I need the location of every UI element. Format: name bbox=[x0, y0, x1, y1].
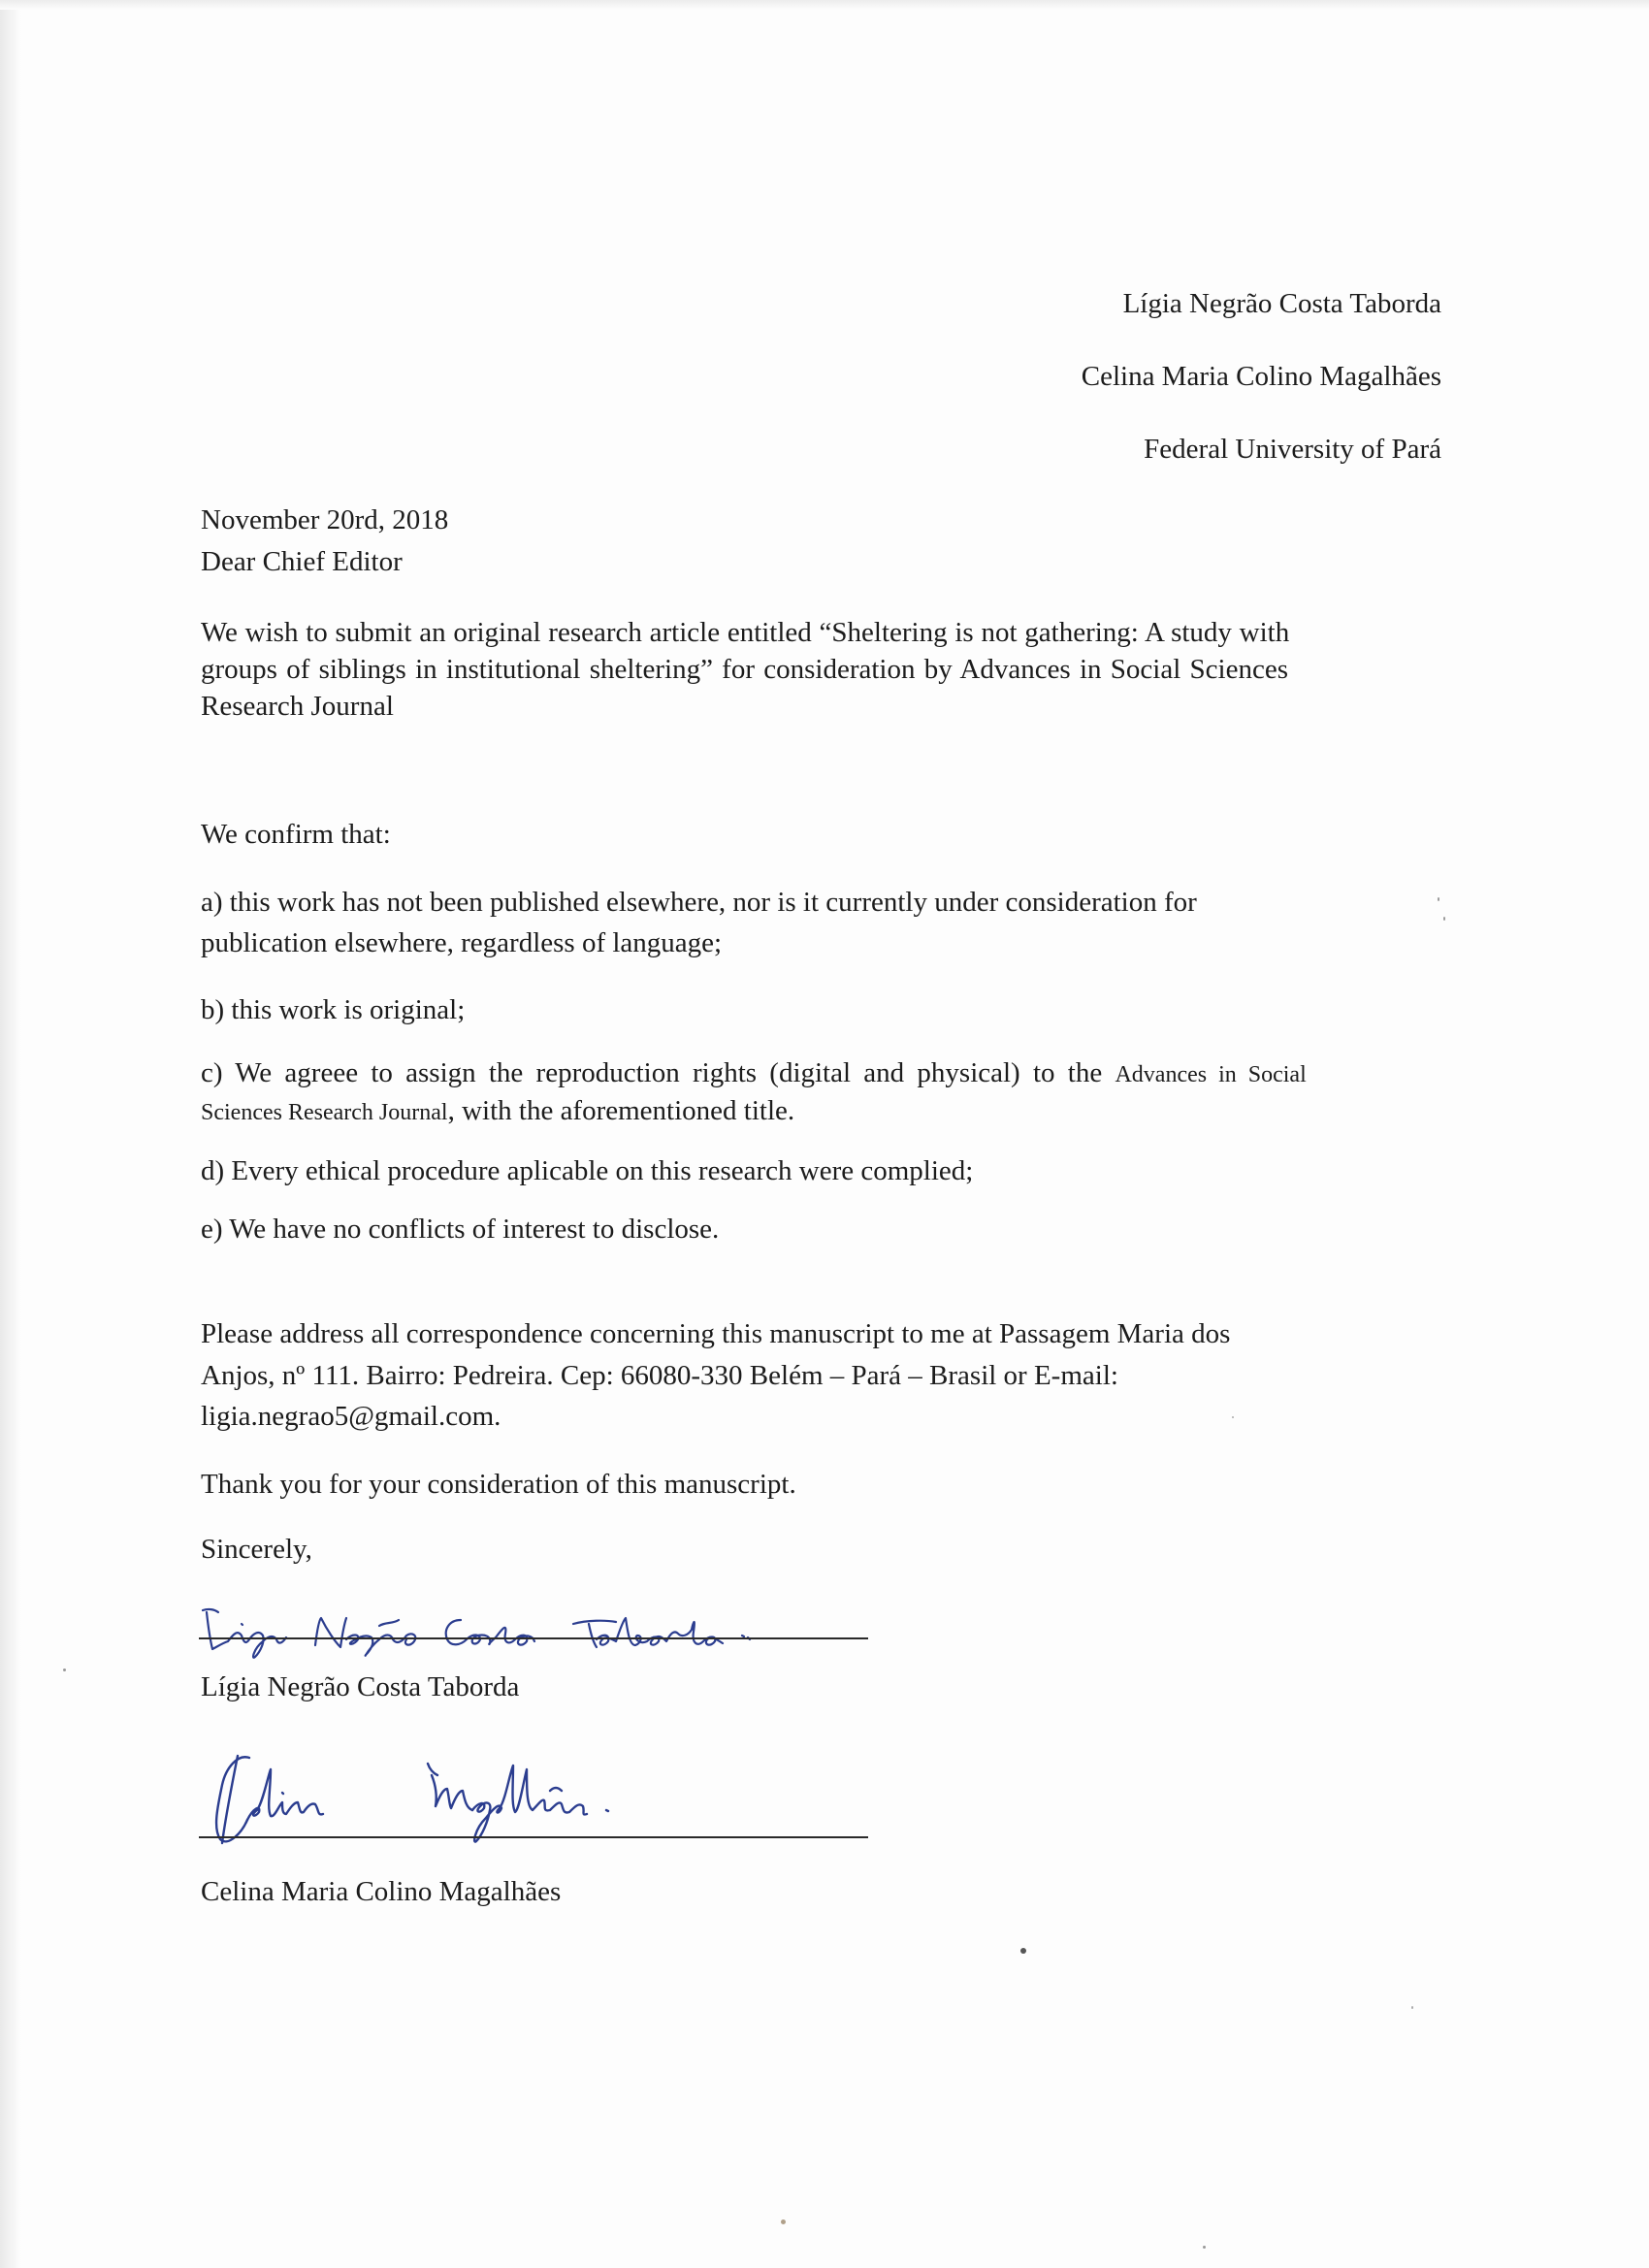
scan-speck bbox=[1020, 1948, 1026, 1954]
item-b: b) this work is original; bbox=[201, 994, 466, 1025]
item-a-line1: a) this work has not been published elsewhere, nor is it currently under consideration for bbox=[201, 887, 1197, 918]
thanks-line: Thank you for your consideration of this manuscript. bbox=[201, 1469, 796, 1500]
scan-speck bbox=[1411, 2006, 1413, 2009]
letter-date: November 20rd, 2018 bbox=[201, 504, 449, 535]
closing: Sincerely, bbox=[201, 1534, 312, 1565]
intro-line2: groups of siblings in institutional sheltering” for consideration by Advances in Social Sciences bbox=[201, 654, 1288, 685]
item-d: d) Every ethical procedure aplicable on this research were complied; bbox=[201, 1155, 974, 1186]
intro-paragraph bbox=[201, 614, 1442, 725]
item-c-journal-name: Advances in Social bbox=[1115, 1062, 1307, 1087]
correspondence-line1: Please address all correspondence concerning this manuscript to me at Passagem Maria dos bbox=[201, 1318, 1231, 1349]
item-c-line1-text: c) We agreee to assign the reproduction rights (digital and physical) to the bbox=[201, 1057, 1103, 1088]
signature-line-1 bbox=[199, 1637, 868, 1639]
scan-speck bbox=[1232, 1416, 1234, 1418]
scan-speck bbox=[1438, 897, 1439, 901]
item-c-journal-name-cont: Sciences Research Journal bbox=[201, 1100, 448, 1125]
scan-shadow-left bbox=[0, 0, 21, 2268]
scan-speck bbox=[1443, 917, 1445, 921]
item-a-line2: publication elsewhere, regardless of language; bbox=[201, 927, 723, 958]
sender-author1: Lígia Negrão Costa Taborda bbox=[1122, 288, 1441, 319]
scan-speck bbox=[63, 1669, 66, 1671]
correspondence-email: ligia.negrao5@gmail.com. bbox=[201, 1401, 501, 1432]
salutation: Dear Chief Editor bbox=[201, 546, 403, 577]
intro-line3: Research Journal bbox=[201, 691, 394, 722]
correspondence-line2: Anjos, nº 111. Bairro: Pedreira. Cep: 66080-330 Belém – Pará – Brasil or E-mail: bbox=[201, 1360, 1118, 1391]
signer-name-2: Celina Maria Colino Magalhães bbox=[201, 1876, 562, 1907]
scan-shadow-top bbox=[0, 0, 1649, 10]
confirm-heading: We confirm that: bbox=[201, 819, 391, 850]
sender-institution: Federal University of Pará bbox=[1144, 434, 1441, 465]
item-c-line2 bbox=[201, 1092, 794, 1131]
signature-line-2 bbox=[199, 1836, 868, 1838]
item-e: e) We have no conflicts of interest to disclose. bbox=[201, 1214, 720, 1245]
scan-speck bbox=[781, 2219, 786, 2224]
signer-name-1: Lígia Negrão Costa Taborda bbox=[201, 1671, 520, 1702]
signature-1-handwriting bbox=[199, 1591, 800, 1669]
scan-speck bbox=[1203, 2246, 1206, 2249]
intro-line1: We wish to submit an original research article entitled “Sheltering is not gathering: A study with bbox=[201, 617, 1290, 648]
item-c-line2-text: , with the aforementioned title. bbox=[447, 1095, 795, 1126]
item-c-line1 bbox=[201, 1054, 1307, 1093]
sender-author2: Celina Maria Colino Magalhães bbox=[1081, 361, 1441, 392]
